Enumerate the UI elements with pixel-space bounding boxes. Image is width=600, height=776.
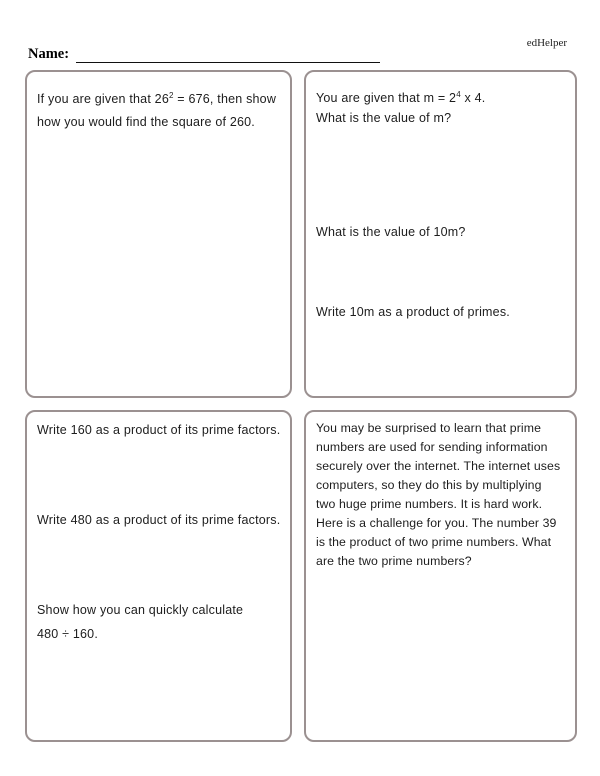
question-text-square-of-260 (37, 88, 284, 134)
question-line1-post: = 676, then show (173, 92, 277, 106)
challenge-line-4: computers, so they do this by multiplying (316, 478, 542, 492)
question-box-prime-factors (25, 410, 292, 742)
brand-logo: edHelper (526, 37, 567, 49)
challenge-line-5: two huge prime numbers. It is hard work. (316, 497, 543, 511)
quick-calculate-line2: 480 ÷ 160. (37, 627, 98, 641)
challenge-line-8: are the two prime numbers? (316, 554, 472, 568)
exponent-2: 2 (168, 91, 174, 100)
question-text-value-of-10m: What is the value of 10m? (316, 225, 466, 239)
question-line2: how you would find the square of 260. (37, 115, 255, 129)
question-text-value-of-m: What is the value of m? (316, 111, 452, 125)
question-text-quick-calculate (37, 598, 284, 646)
question-text-10m-product-of-primes: Write 10m as a product of primes. (316, 305, 510, 319)
name-row (28, 46, 380, 63)
exponent-4: 4 (456, 90, 461, 99)
question-text-m-definition (316, 88, 569, 108)
question-text-prime-challenge (316, 419, 569, 571)
name-label: Name: (28, 46, 70, 62)
question-line1-pre: If you are given that 26 (37, 92, 169, 106)
challenge-line-3: securely over the internet. The internet uses (316, 459, 561, 473)
m-definition-post: x 4. (460, 91, 486, 105)
m-definition-pre: You are given that m = 2 (316, 91, 457, 105)
challenge-line-2: numbers are used for sending information (316, 440, 548, 454)
quick-calculate-line1: Show how you can quickly calculate (37, 603, 244, 617)
name-blank-line (76, 48, 380, 63)
challenge-line-6: Here is a challenge for you. The number 39 (316, 516, 557, 530)
challenge-line-1: You may be surprised to learn that prime (316, 421, 542, 435)
question-box-square-of-260 (25, 70, 292, 398)
question-text-480-prime-factors: Write 480 as a product of its prime factors. (37, 513, 281, 527)
question-box-value-of-m (304, 70, 577, 398)
question-text-160-prime-factors: Write 160 as a product of its prime factors. (37, 423, 281, 437)
question-box-prime-challenge (304, 410, 577, 742)
challenge-line-7: is the product of two prime numbers. What (316, 535, 552, 549)
